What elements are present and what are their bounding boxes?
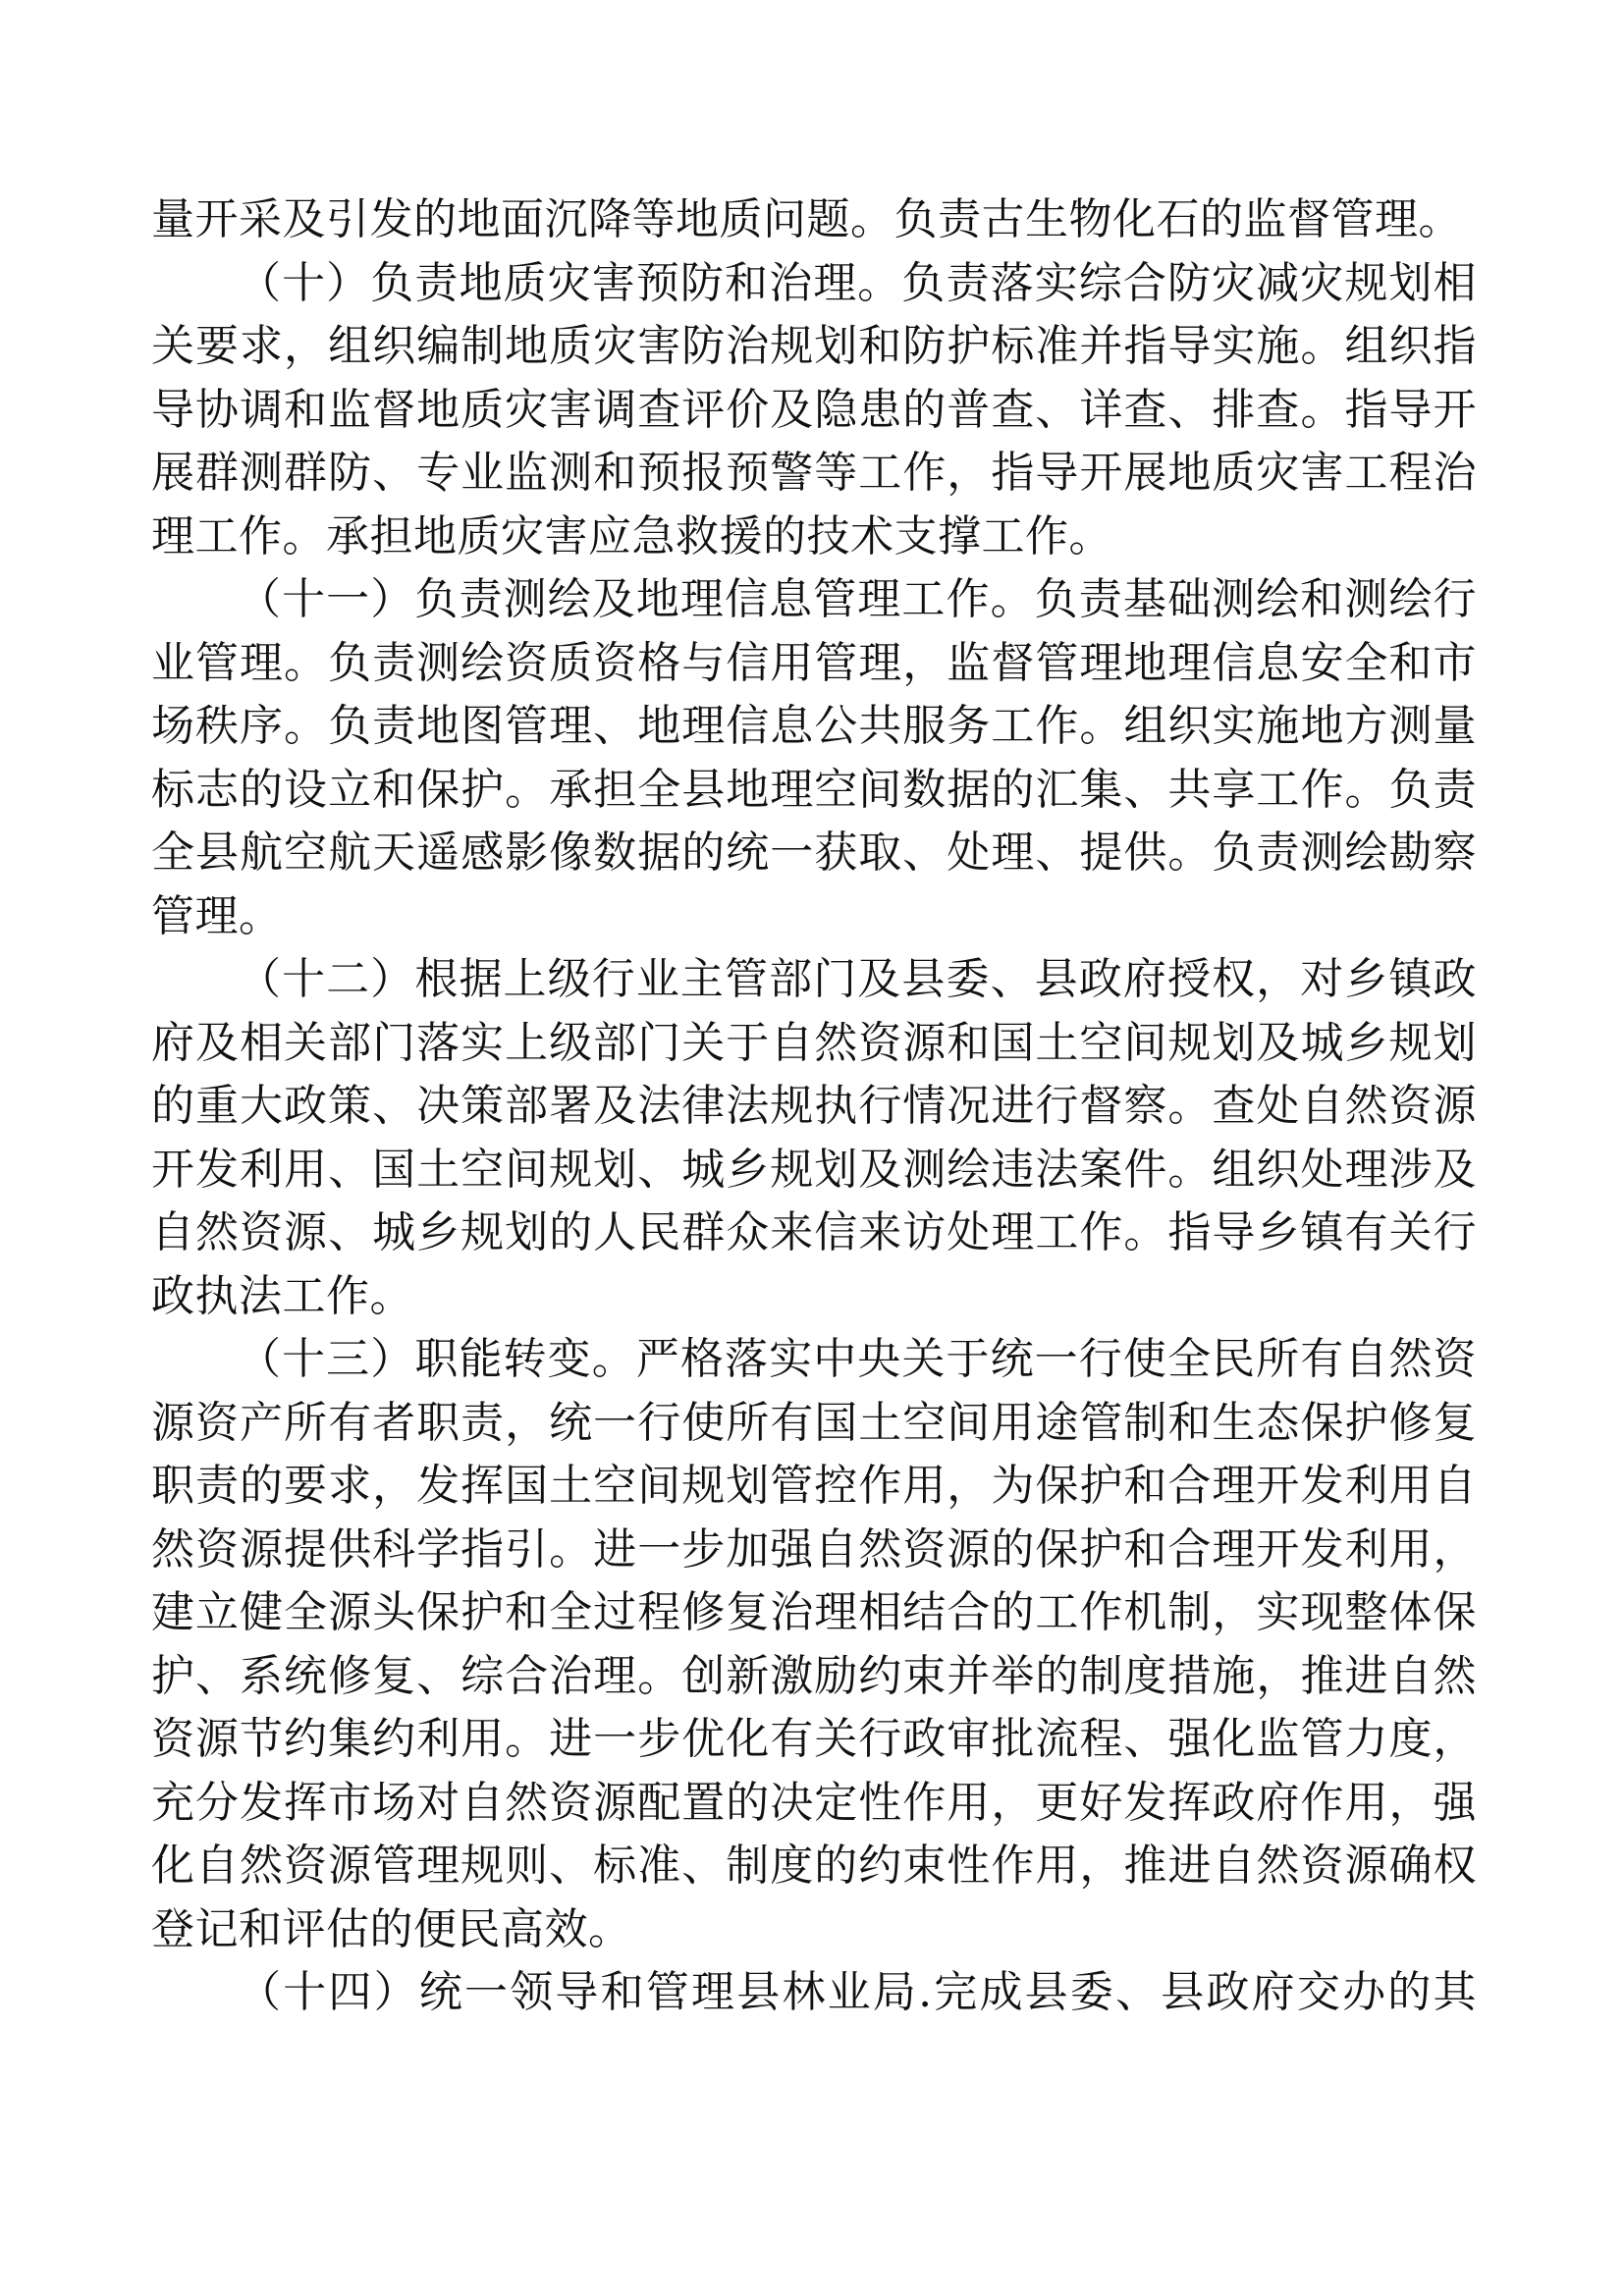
text-line: 护、系统修复、综合治理。创新激励约束并举的制度措施，推进自然 [151, 1650, 1477, 1701]
text-line: 管理。 [151, 890, 283, 941]
text-line: 登记和评估的便民高效。 [151, 1903, 632, 1954]
text-line: 建立健全源头保护和全过程修复治理相结合的工作机制，实现整体保 [151, 1587, 1477, 1637]
text-line: 源资产所有者职责，统一行使所有国土空间用途管制和生态保护修复 [151, 1397, 1477, 1448]
text-line: 导协调和监督地质灾害调查评价及隐患的普查、详查、排查。指导开 [151, 384, 1477, 435]
text-line: 开发利用、国土空间规划、城乡规划及测绘违法案件。组织处理涉及 [151, 1144, 1477, 1195]
paragraph-heading-line: （十）负责地质灾害预防和治理。负责落实综合防灾减灾规划相 [238, 257, 1477, 308]
paragraph-heading-line: （十三）职能转变。严格落实中央关于统一行使全民所有自然资 [238, 1334, 1477, 1384]
text-line: 府及相关部门落实上级部门关于自然资源和国土空间规划及城乡规划 [151, 1017, 1477, 1068]
paragraph-heading-line: （十四）统一领导和管理县林业局.完成县委、县政府交办的其 [238, 1967, 1477, 2017]
text-line: 业管理。负责测绘资质资格与信用管理，监督管理地理信息安全和市 [151, 637, 1477, 688]
text-line: 的重大政策、决策部署及法律法规执行情况进行督察。查处自然资源 [151, 1081, 1477, 1131]
text-line: 资源节约集约利用。进一步优化有关行政审批流程、强化监管力度， [151, 1714, 1477, 1764]
text-line: 理工作。承担地质灾害应急救援的技术支撑工作。 [151, 510, 1112, 561]
text-line: 职责的要求，发挥国土空间规划管控作用，为保护和合理开发利用自 [151, 1461, 1477, 1511]
text-line: 场秩序。负责地图管理、地理信息公共服务工作。组织实施地方测量 [151, 701, 1477, 751]
text-line: 然资源提供科学指引。进一步加强自然资源的保护和合理开发利用， [151, 1523, 1477, 1575]
text-line: 量开采及引发的地面沉降等地质问题。负责古生物化石的监督管理。 [151, 194, 1462, 244]
paragraph-heading-line: （十二）根据上级行业主管部门及县委、县政府授权，对乡镇政 [238, 954, 1477, 1004]
text-line: 展群测群防、专业监测和预报预警等工作，指导开展地质灾害工程治 [151, 448, 1477, 498]
text-line: 自然资源、城乡规划的人民群众来信来访处理工作。指导乡镇有关行 [151, 1207, 1477, 1257]
text-line: 关要求，组织编制地质灾害防治规划和防护标准并指导实施。组织指 [151, 321, 1477, 371]
text-line: 全县航空航天遥感影像数据的统一获取、处理、提供。负责测绘勘察 [151, 828, 1477, 878]
document-body [151, 188, 1477, 2025]
text-line: 政执法工作。 [151, 1270, 413, 1321]
text-line: 充分发挥市场对自然资源配置的决定性作用，更好发挥政府作用，强 [151, 1777, 1477, 1828]
paragraph-heading-line: （十一）负责测绘及地理信息管理工作。负责基础测绘和测绘行 [238, 574, 1477, 624]
text-line: 标志的设立和保护。承担全县地理空间数据的汇集、共享工作。负责 [151, 764, 1477, 815]
text-line: 化自然资源管理规则、标准、制度的约束性作用，推进自然资源确权 [151, 1841, 1477, 1891]
